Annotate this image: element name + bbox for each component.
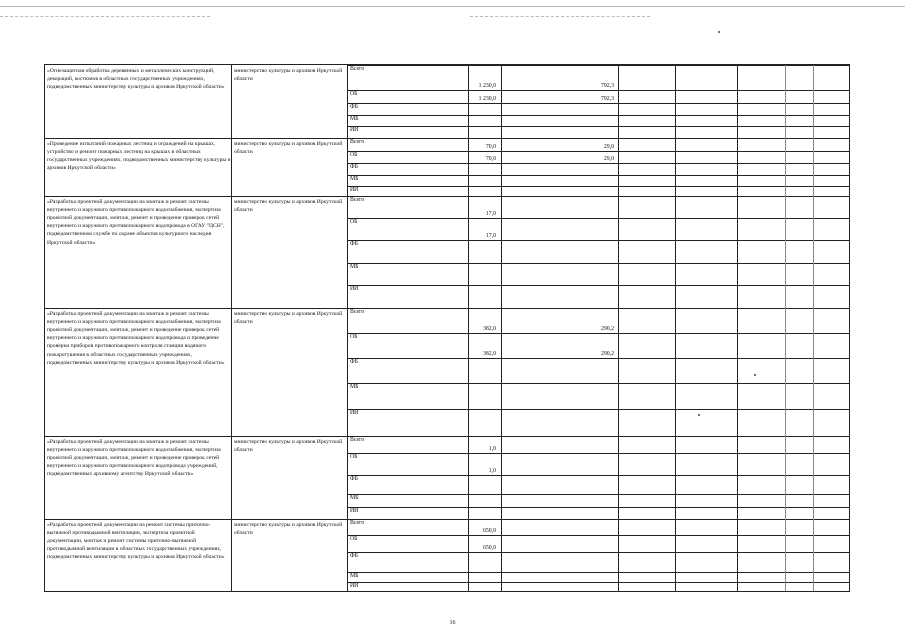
scan-dash-line (470, 16, 650, 18)
funding-source-row (347, 218, 849, 241)
funding-source-row (347, 263, 849, 286)
column-divider (468, 65, 469, 591)
amount-value: 650,0 (482, 545, 496, 552)
amount-value: 650,0 (482, 528, 496, 535)
measure-name-cell: «Разработка проектной документации на монтаж и ремонт системы внутреннего и наружного противопожарного водоснабжения, экспертиза проектной документации, монтаж, ремонт и проведение проверок сетей внутреннего и наружного противопожарного водопровода в ОГАУ "ЦСН", подведомственном службе по охране объектов культурного наследия Иркутской области» (47, 199, 225, 246)
amount-value: 1,0 (488, 446, 496, 453)
funding-source-row (347, 333, 849, 359)
funding-source-row (347, 409, 849, 437)
table-row (45, 65, 849, 139)
funding-source-label: ОБ (350, 91, 358, 97)
funding-source-label: ИИ (350, 583, 359, 589)
table-row (45, 308, 849, 437)
amount-value: 290,2 (600, 351, 614, 358)
executor-cell: министерство культуры и архивов Иркутской области (234, 522, 343, 537)
funding-source-row (347, 358, 849, 384)
funding-source-row (347, 436, 849, 454)
column-divider (813, 65, 814, 591)
funding-source-label: ОБ (350, 152, 358, 158)
funding-source-row (347, 383, 849, 410)
funding-source-label: Всего (350, 197, 365, 203)
funding-source-label: ОБ (350, 454, 358, 460)
table-row (45, 138, 849, 197)
amount-value: 17,0 (485, 211, 496, 218)
scan-speck (718, 31, 720, 33)
funding-source-label: ОБ (350, 536, 358, 542)
funding-source-label: МБ (350, 384, 359, 390)
funding-source-label: Всего (350, 437, 365, 443)
column-divider (347, 65, 348, 591)
funding-source-label: ОБ (350, 334, 358, 340)
amount-value: 70,0 (485, 156, 496, 163)
funding-source-row (347, 535, 849, 553)
amount-value: 29,0 (603, 144, 614, 151)
amount-value: 290,2 (600, 326, 614, 333)
amount-value: 1,0 (488, 468, 496, 475)
funding-source-row (347, 475, 849, 495)
table-row (45, 519, 849, 593)
funding-source-label: МБ (350, 116, 359, 122)
funding-source-row (347, 582, 849, 594)
funding-source-label: ОБ (350, 219, 358, 225)
funding-source-label: МБ (350, 495, 359, 501)
measure-name-cell: «Проведение испытаний пожарных лестниц и ограждений на крышах, устройство и ремонт пожарных лестниц на крышах в областных государственных учреждениях, подведомственных министерству культуры и архивов Иркутской области» (47, 141, 231, 172)
column-divider (231, 65, 232, 591)
column-divider (675, 65, 676, 591)
table-row (45, 436, 849, 520)
funding-source-label: МБ (350, 176, 359, 182)
scan-dash-line (0, 16, 210, 18)
funding-source-row (347, 519, 849, 536)
amount-value: 17,0 (485, 233, 496, 240)
funding-source-label: ФБ (350, 164, 358, 170)
executor-cell: министерство культуры и архивов Иркутской области (234, 199, 343, 214)
page-number: 16 (449, 620, 456, 626)
funding-source-label: ФБ (350, 241, 358, 247)
executor-cell: министерство культуры и архивов Иркутской области (234, 141, 343, 156)
amount-value: 792,3 (600, 83, 614, 90)
measure-name-cell: «Разработка проектной документации на монтаж и ремонт системы внутреннего и наружного противопожарного водоснабжения, экспертиза проектной документации, монтаж, ремонт и проведение проверок сетей внутреннего и наружного противопожарного водопровода и проведение проверки приборов противопожарного контроля станции водяного пожаротушения в областных государственных учреждениях, подведомственных министерству культуры и архивов Иркутской области» (47, 311, 225, 366)
funding-source-label: ИИ (350, 127, 359, 133)
amount-value: 382,0 (482, 351, 496, 358)
funding-source-row (347, 453, 849, 476)
funding-source-label: ФБ (350, 359, 358, 365)
scan-edge-line (0, 6, 905, 7)
funding-source-label: МБ (350, 573, 359, 579)
funding-source-label: ФБ (350, 476, 358, 482)
executor-cell: министерство культуры и архивов Иркутской области (234, 68, 343, 83)
funding-source-row (347, 196, 849, 219)
funding-source-label: ФБ (350, 553, 358, 559)
measure-name-cell: «Разработка проектной документации на ремонт системы приточно-вытяжной противодымной вентиляции, экспертиза проектной документации, монтаж и ремонт системы приточно-вытяжной противодымной вентиляции в областных государственных учреждениях, подведомственных министерству культуры и архивов Иркутской области» (47, 522, 225, 561)
budget-measures-table (44, 64, 850, 592)
funding-source-label: ИИ (350, 187, 359, 193)
column-divider (785, 65, 786, 591)
funding-source-row (347, 65, 849, 91)
funding-source-label: ИИ (350, 508, 359, 514)
table-row (45, 196, 849, 309)
funding-source-label: Всего (350, 309, 365, 315)
funding-source-row (347, 552, 849, 573)
amount-value: 382,0 (482, 326, 496, 333)
funding-source-row (347, 138, 849, 152)
column-divider (501, 65, 502, 591)
funding-source-label: ФБ (350, 104, 358, 110)
funding-source-row (347, 285, 849, 309)
executor-cell: министерство культуры и архивов Иркутской области (234, 311, 343, 326)
funding-source-label: Всего (350, 66, 365, 72)
funding-source-row (347, 240, 849, 264)
funding-source-row (347, 494, 849, 508)
funding-source-row (347, 308, 849, 334)
amount-value: 1 230,0 (478, 96, 496, 103)
funding-source-row (347, 90, 849, 104)
amount-value: 29,0 (603, 156, 614, 163)
funding-source-label: ИИ (350, 286, 359, 292)
measure-name-cell: «Разработка проектной документации на монтаж и ремонт системы внутреннего и наружного противопожарного водоснабжения, экспертиза проектной документации, монтаж, ремонт и проведение проверок сетей внутреннего и наружного противопожарного водопровода учреждений, подведомственных архивному агентству Иркутской области» (47, 439, 221, 478)
funding-source-label: Всего (350, 139, 365, 145)
funding-source-label: Всего (350, 520, 365, 526)
column-divider (737, 65, 738, 591)
measure-name-cell: «Огнезащитная обработка деревянных и металлических конструкций, декораций, костюмов в областных государственных учреждениях, подведомственных министерству культуры и архивов Иркутской области» (47, 68, 225, 91)
funding-source-label: ИИ (350, 410, 359, 416)
amount-value: 70,0 (485, 144, 496, 151)
column-divider (618, 65, 619, 591)
funding-source-label: МБ (350, 264, 359, 270)
executor-cell: министерство культуры и архивов Иркутской области (234, 439, 343, 454)
amount-value: 792,3 (600, 96, 614, 103)
amount-value: 1 230,0 (478, 83, 496, 90)
